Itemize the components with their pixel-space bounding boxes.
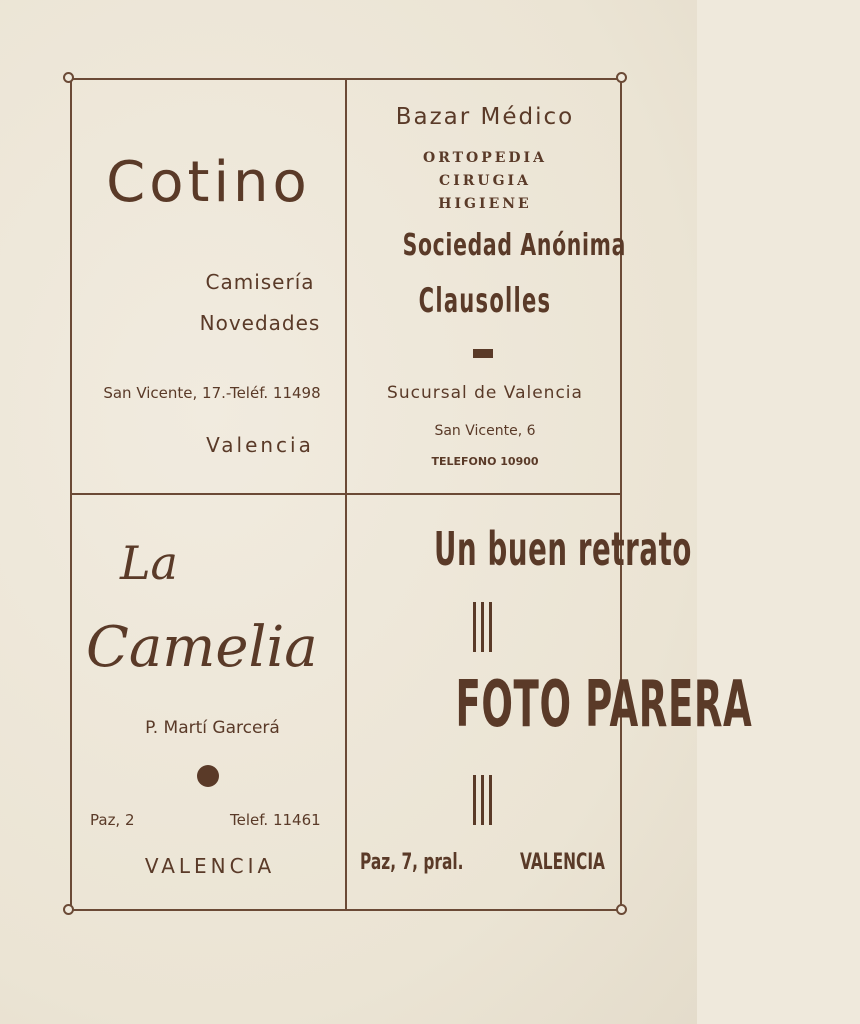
bazar-company-line2: Clausolles	[418, 281, 552, 321]
camelia-name-line1: La	[120, 536, 178, 590]
separator-mark	[473, 349, 493, 358]
bazar-service-2: CIRUGIA	[439, 173, 531, 189]
corner-ornament	[63, 904, 74, 915]
foto-name: FOTO PARERA	[455, 668, 753, 742]
camelia-address: Paz, 2	[90, 811, 135, 829]
camelia-phone: Telef. 11461	[230, 811, 321, 829]
camelia-owner: P. Martí Garcerá	[145, 718, 280, 738]
cotino-name: Cotino	[106, 150, 311, 215]
camelia-name-line2: Camelia	[86, 615, 318, 680]
foto-slogan: Un buen retrato	[433, 522, 692, 576]
horizontal-divider	[72, 493, 620, 495]
foto-address: Paz, 7, pral.	[360, 850, 464, 875]
bazar-address: San Vicente, 6	[434, 423, 536, 439]
corner-ornament	[616, 904, 627, 915]
cotino-city: Valencia	[206, 433, 314, 457]
corner-ornament	[616, 72, 627, 83]
bazar-service-1: ORTOPEDIA	[423, 150, 547, 166]
camelia-city: VALENCIA	[144, 854, 276, 878]
bullet-dot	[197, 765, 219, 787]
corner-ornament	[63, 72, 74, 83]
cotino-address: San Vicente, 17.-Teléf. 11498	[103, 384, 321, 402]
cotino-line2: Novedades	[199, 311, 321, 335]
separator-bars	[473, 602, 492, 652]
bazar-company-line1: Sociedad Anónima	[402, 228, 627, 263]
bazar-branch: Sucursal de Valencia	[387, 383, 583, 403]
foto-city: VALENCIA	[520, 850, 605, 875]
bazar-phone: TELEFONO 10900	[431, 455, 539, 468]
separator-bars	[473, 775, 492, 825]
cotino-line1: Camisería	[205, 270, 315, 294]
bazar-title: Bazar Médico	[395, 104, 575, 130]
bazar-service-3: HIGIENE	[438, 196, 532, 212]
